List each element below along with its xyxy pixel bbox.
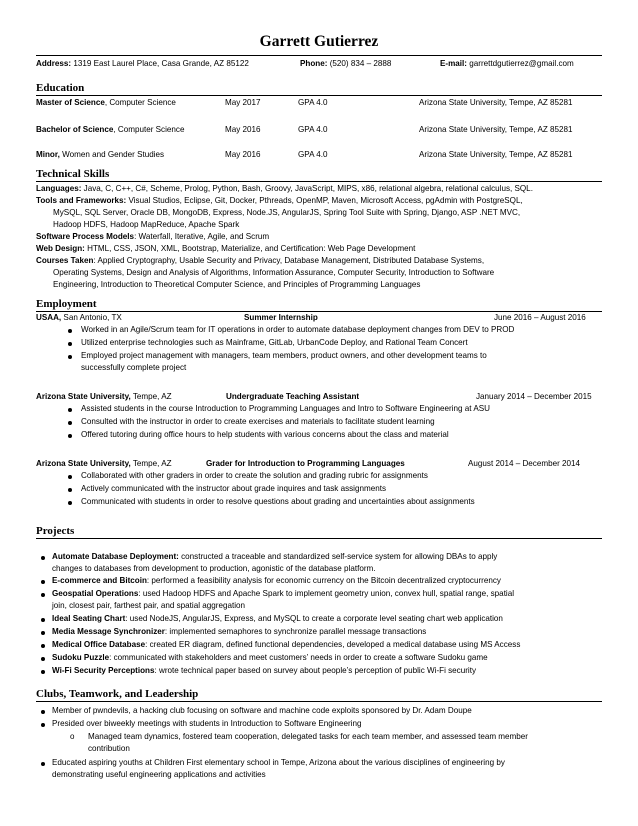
projects-divider [36,538,602,539]
job-title: Undergraduate Teaching Assistant [226,392,360,401]
email-label: E-mail: [440,59,467,68]
job-dates: January 2014 – December 2015 [476,392,592,401]
bullet-icon [68,355,72,359]
project-desc: : used Hadoop HDFS and Apache Spark to implement geometry union, convex hull, spatial range, spatial [138,589,515,598]
section-title-skills: Technical Skills [36,168,110,180]
skills-languages: Languages: Java, C, C++, C#, Scheme, Prolog, Python, Bash, Groovy, JavaScript, MIPS, x86, relational algebra, relational calculus, SQL. [36,184,533,193]
skills-tools-cont: MySQL, SQL Server, Oracle DB, MongoDB, Express, Node.JS, AngularJS, Spring Tool Suite with Spring, Django, ASP .NET MVC, [53,208,521,217]
job-location: San Antonio, TX [61,313,122,322]
project-name: Media Message Synchronizer [52,627,165,636]
skills-tools: Tools and Frameworks: Visual Studios, Eclipse, Git, Docker, Pthreads, OpenMP, Maven, Microsoft Access, pgAdmin with PostgreSQL, [36,196,523,205]
bullet-icon [41,618,45,622]
project-desc: : used NodeJS, AngularJS, Express, and MySQL to create a corporate level seating chart web application [125,614,503,623]
job-org: USAA, [36,313,62,322]
job-location: Tempe, AZ [130,459,172,468]
job-bullet: Collaborated with other graders in order to create the solution and grading rubric for assignments [81,471,428,480]
education-divider [36,95,602,96]
bullet-icon [41,593,45,597]
bullet-icon [68,501,72,505]
club-bullet: Presided over biweekly meetings with students in Introduction to Software Engineering [52,719,362,728]
bullet-icon [68,329,72,333]
job-org: Arizona State University, [36,459,131,468]
job-bullet: Utilized enterprise technologies such as Mainframe, GitLab, UrbanCode Deploy, and Rational Team Concert [81,338,468,347]
bullet-icon [68,475,72,479]
project-desc: : performed a feasibility analysis for economic currency on the Bitcoin decentralized cryptocurrency [146,576,501,585]
bullet-icon [41,723,45,727]
candidate-name: Garrett Gutierrez [259,33,379,50]
job-bullet: Assisted students in the course Introduction to Programming Languages and Intro to Software Engineering at ASU [81,404,490,413]
header-divider [36,55,602,56]
sub-bullet-icon: o [70,732,75,741]
job-bullet: Employed project management with managers, team members, product owners, and other development teams to [81,351,487,360]
skills-divider [36,181,602,182]
bullet-icon [68,421,72,425]
skills-courses-cont: Operating Systems, Design and Analysis of Algorithms, Information Assurance, Computer Security, Introduction to Software [53,268,495,277]
skills-courses-cont: Engineering, Introduction to Theoretical Computer Science, and Principles of Programming Languages [53,280,421,289]
project-name: Sudoku Puzzle [52,653,110,662]
field: , Computer Science [113,125,185,134]
bullet-icon [41,580,45,584]
phone-label: Phone: [300,59,328,68]
job-org: Arizona State University, [36,392,131,401]
project-desc: : wrote technical paper based on survey about people’s perception of public Wi-Fi security [154,666,477,675]
job-title: Grader for Introduction to Programming Languages [206,459,405,468]
section-title-clubs: Clubs, Teamwork, and Leadership [36,688,199,700]
degree: Master of Science [36,98,105,107]
skills-web: Web Design: HTML, CSS, JSON, XML, Bootstrap, Materialize, and Certification: Web Page Development [36,244,416,253]
bullet-icon [41,670,45,674]
job-bullet: Communicated with students in order to resolve questions about grading and uncertainties about assignments [81,497,475,506]
project-name: Medical Office Database [52,640,146,649]
gpa: GPA 4.0 [298,98,328,107]
clubs-divider [36,701,602,702]
club-sub-bullet: Managed team dynamics, fostered team cooperation, delegated tasks for each team member, and assessed team member [88,732,528,741]
job-bullet: Offered tutoring during office hours to help students with various concerns about the class and material [81,430,449,439]
section-title-employment: Employment [36,298,97,310]
bullet-icon [41,762,45,766]
school: Arizona State University, Tempe, AZ 85281 [419,150,573,159]
bullet-icon [41,657,45,661]
project-desc: : implemented semaphores to synchronize parallel message transactions [164,627,427,636]
bullet-icon [41,631,45,635]
bullet-icon [68,342,72,346]
bullet-icon [68,488,72,492]
project-name: Wi-Fi Security Perceptions [52,666,155,675]
project-name: Ideal Seating Chart [52,614,126,623]
club-bullet: Member of pwndevils, a hacking club focusing on software and machine code exploits sponsored by Dr. Adam Doupe [52,706,472,715]
address-value: 1319 East Laurel Place, Casa Grande, AZ 85122 [73,59,249,68]
project-desc: : communicated with stakeholders and meet customers’ needs in order to create a software Sudoku game [109,653,488,662]
skills-tools-cont: Hadoop HDFS, Hadoop MapReduce, Apache Spark [53,220,240,229]
school: Arizona State University, Tempe, AZ 85281 [419,98,573,107]
club-bullet: Educated aspiring youths at Children First elementary school in Tempe, Arizona about the various disciplines of engineering by [52,758,505,767]
job-location: Tempe, AZ [130,392,172,401]
project-desc-cont: join, closest pair, farthest pair, and spatial aggregation [52,601,246,610]
address-label: Address: [36,59,72,68]
grad-date: May 2016 [225,125,261,134]
email-value: garrettdgutierrez@gmail.com [469,59,574,68]
job-title: Summer Internship [244,313,318,322]
job-bullet-cont: successfully complete project [81,363,187,372]
project-desc: : created ER diagram, defined functional dependencies, developed a medical database using MS Access [145,640,521,649]
job-dates: August 2014 – December 2014 [468,459,581,468]
job-dates: June 2016 – August 2016 [494,313,586,322]
grad-date: May 2017 [225,98,261,107]
field: , Computer Science [104,98,176,107]
gpa: GPA 4.0 [298,150,328,159]
school: Arizona State University, Tempe, AZ 85281 [419,125,573,134]
club-sub-bullet-cont: contribution [88,744,130,753]
employment-divider [36,311,602,312]
grad-date: May 2016 [225,150,261,159]
bullet-icon [68,434,72,438]
degree: Minor, [36,150,60,159]
bullet-icon [41,710,45,714]
section-title-education: Education [36,82,85,94]
phone-value: (520) 834 – 2888 [329,59,392,68]
section-title-projects: Projects [36,525,75,537]
project-name: Geospatial Operations [52,589,139,598]
project-name: E-commerce and Bitcoin [52,576,147,585]
club-bullet-cont: demonstrating useful engineering applications and activities [52,770,266,779]
skills-courses: Courses Taken: Applied Cryptography, Usable Security and Privacy, Database Management, Distributed Database Systems, [36,256,485,265]
bullet-icon [41,644,45,648]
skills-process: Software Process Models: Waterfall, Iterative, Agile, and Scrum [36,232,270,241]
project-desc-cont: changes to databases from development to production, agonistic of the database platform. [52,564,376,573]
degree: Bachelor of Science [36,125,114,134]
job-bullet: Worked in an Agile/Scrum team for IT operations in order to automate database deployment changes from DEV to PROD [81,325,515,334]
bullet-icon [41,556,45,560]
job-bullet: Actively communicated with the instructor about grade inquires and task assignments [81,484,387,493]
field: Women and Gender Studies [59,150,165,159]
project-desc: constructed a traceable and standardized self-service system for allowing DBAs to apply [178,552,498,561]
gpa: GPA 4.0 [298,125,328,134]
bullet-icon [68,408,72,412]
project-name: Automate Database Deployment: [52,552,179,561]
job-bullet: Consulted with the instructor in order to create exercises and materials to facilitate student learning [81,417,435,426]
